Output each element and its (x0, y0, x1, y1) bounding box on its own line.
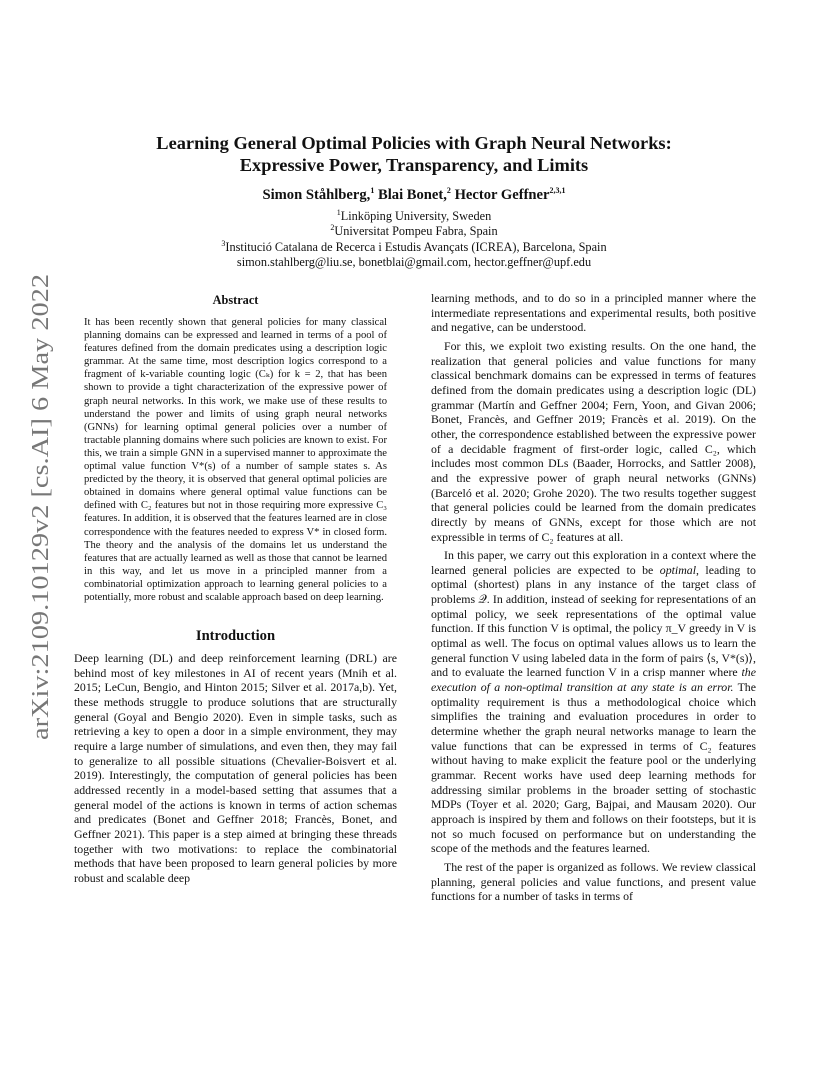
right-p3-part-c: The optimality requirement is thus a methodological choice which simplifies the training and evaluation procedures in order to determine whether the graph neural networks manage to learn the value functions that can be expressed in terms of C₂ features without having to make explicit the feature pool or the underlying grammar. Recent works have used deep learning methods for addressing similar problems in the broader setting of stochastic MDPs (Toyer et al. 2020; Garg, Bajpai, and Mausam 2020). Our approach is inspired by them and follows on their footsteps, but it is not so much focused on performance but on understanding the scope of the methods and the features learned. (431, 680, 756, 856)
title-line-1: Learning General Optimal Policies with Graph Neural Networks: (156, 133, 672, 153)
affiliation-1-sup: 1 (336, 207, 341, 217)
author-1-sup: 1 (370, 186, 375, 196)
right-paragraph-4: The rest of the paper is organized as follows. We review classical planning, general policies and value functions, and present value functions for a number of tasks in terms of (431, 859, 756, 904)
affiliations (90, 209, 738, 270)
abstract-text: It has been recently shown that general policies for many classical planning domains can be expressed and learned in terms of a pool of features defined from the domain predicates using a description logic grammar. At the same time, most description logics correspond to a fragment of k-variable counting logic (Cₖ) for k = 2, that has been shown to provide a tight characterization of the expressive power of graph neural networks. In this work, we make use of these results to understand the power and limits of using graph neural networks (GNNs) for learning optimal general policies over a number of tractable planning domains where such policies are known to exist. For this, we train a simple GNN in a supervised manner to approximate the optimal value function V*(s) of a number of sample states s. As predicted by the theory, it is observed that general optimal policies are obtained in domains where general optimal value functions can be defined with C₂ features but not in those requiring more expressive C₃ features. In addition, it is observed that the features learned are in close correspondence with the features needed to express V* in closed form. The theory and the analysis of the domains let us understand the features that are actually learned as well as those that cannot be learned in this way, and let us move in a principled manner from a combinatorial optimization approach to learning general policies to a potentially, more robust and scalable approach based on deep learning. (84, 317, 387, 603)
right-p3-part-a: In this paper, we carry out this exploration in a context where the learned general policies are expected to be (431, 548, 756, 577)
affiliation-3 (90, 240, 738, 255)
affiliation-3-sup: 3 (221, 238, 226, 248)
affiliation-1-text: Linköping University, Sweden (340, 209, 492, 223)
author-2: Blai Bonet, (377, 187, 447, 203)
right-p3-emphasis-1: optimal (659, 562, 696, 577)
intro-paragraph-1: Deep learning (DL) and deep reinforcement learning (DRL) are behind most of key milestones in AI of recent years (Mnih et al. 2015; LeCun, Bengio, and Hinton 2015; Silver et al. 2017a,b). Yet, these methods struggle to produce solutions that are structurally general (Goyal and Bengio 2020). Even in simple tasks, such as retrieving a key to open a door in a simple environment, they may require a large number of simulations, and even then, they may fail to generalize to all possible situations (Chevalier-Boisvert et al. 2019). Interestingly, the computation of general policies has been addressed recently in a model-based setting that assumes that a general model of the actions is known in terms of action schemas and predicates (Bonet and Geffner 2018; Francès, Bonet, and Geffner 2021). This paper is a step aimed at bringing these threads together with two motivations: to replace the combinatorial methods that have been proposed to learn general policies by more robust and scalable deep (74, 651, 397, 885)
right-column (431, 291, 756, 904)
affiliation-2 (90, 224, 738, 239)
right-p3-part-b: , leading to optimal (shortest) plans in any instance of the target class of problems 𝒬. In addition, instead of seeking for representations of an optimal policy, we seek representations of the optimal value function. If this function V is optimal, the policy π_V greedy in V is optimal as well. The focus on optimal values allows us to learn the general function V using labeled data in the form of pairs ⟨s, V*(s)⟩, and to evaluate the learned function V in a crisp manner where (431, 562, 756, 680)
author-3: Hector Geffner (454, 187, 550, 203)
author-2-sup: 2 (446, 186, 451, 196)
paper-title (90, 132, 738, 176)
affiliation-1 (90, 209, 738, 224)
left-column (74, 293, 397, 886)
affiliation-3-text: Institució Catalana de Recerca i Estudis Avançats (ICREA), Barcelona, Spain (225, 239, 607, 254)
affiliation-2-sup: 2 (330, 223, 335, 233)
arxiv-stamp (18, 270, 58, 740)
right-paragraph-1: learning methods, and to do so in a principled manner where the intermediate representations and experimental results, both positive and negative, can be understood. (431, 291, 756, 335)
right-paragraph-2: For this, we exploit two existing results. On the one hand, the realization that general policies and value functions for many classical benchmark domains can be expressed in terms of features defined from the domain predicates using a description logic (DL) grammar (Martín and Geffner 2004; Fern, Yoon, and Givan 2006; Bonet, Francès, and Geffner 2019; Francès et al. 2019). On the other, the correspondence established between the expressive power of a decidable fragment of first-order logic, called C₂, which includes most common DLs (Baader, Horrocks, and Sattler 2008), and the expressive power of graph neural networks (GNNs) (Barceló et al. 2020; Grohe 2020). The two results together suggest that general policies could be learned from the domain predicates directly by means of GNNs, except for those which are not expressible in terms of C₂ features at all. (431, 338, 756, 544)
right-paragraph-3 (431, 548, 756, 856)
authors (90, 187, 738, 204)
abstract-heading: Abstract (212, 293, 259, 307)
arxiv-stamp-text: arXiv:2109.10129v2 [cs.AI] 6 May 2022 (27, 337, 54, 740)
introduction-heading: Introduction (195, 628, 276, 645)
author-emails: simon.stahlberg@liu.se, bonetblai@gmail.com, hector.geffner@upf.edu (236, 254, 592, 269)
author-1: Simon Ståhlberg, (262, 187, 371, 203)
author-3-sup: 2,3,1 (549, 186, 566, 196)
affiliation-2-text: Universitat Pompeu Fabra, Spain (334, 224, 498, 239)
title-line-2: Expressive Power, Transparency, and Limits (239, 155, 589, 175)
right-p3-emphasis-2: the execution of a non-optimal transition at any state is an error. (431, 665, 756, 695)
